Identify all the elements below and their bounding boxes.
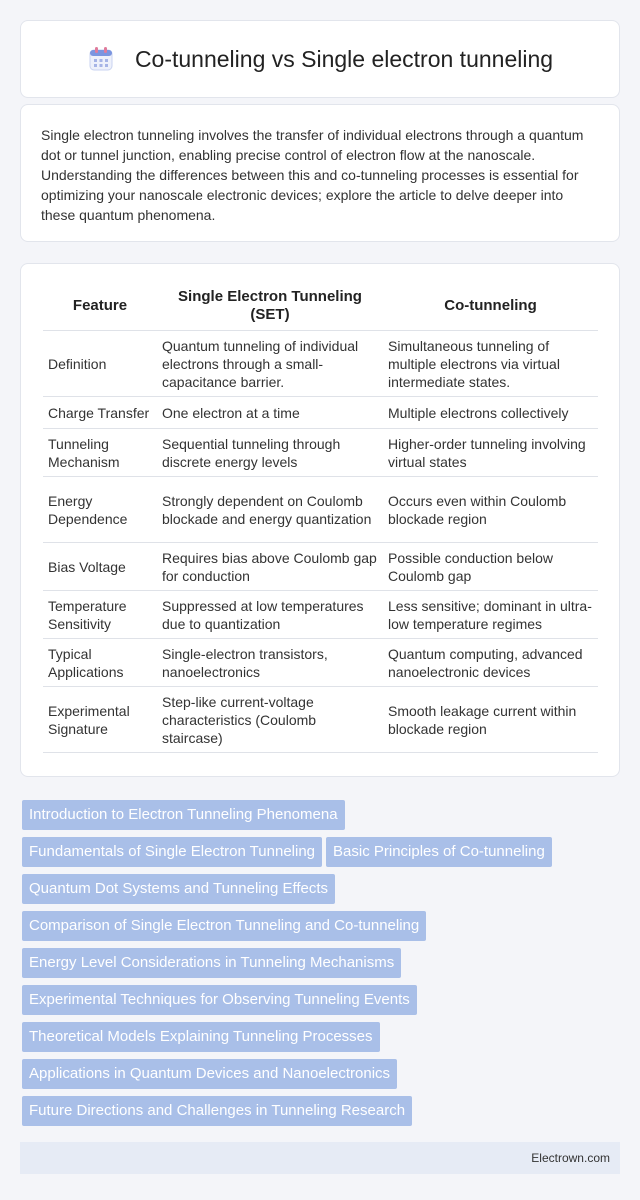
header-cotunneling: Co-tunneling <box>383 282 598 331</box>
topic-tag[interactable]: Experimental Techniques for Observing Tunneling Events <box>22 985 417 1015</box>
intro-text: Single electron tunneling involves the transfer of individual electrons through a quantum dot or tunnel junction, enabling precise control of electron flow at the nanoscale. Understanding the differences between this and co-tunneling processes is essential for optimizing your nanoscale electronic devices; explore the article to delve deeper into these quantum phenomena. <box>41 127 584 223</box>
cell-set: One electron at a time <box>157 397 383 429</box>
topic-tag[interactable]: Basic Principles of Co-tunneling <box>326 837 552 867</box>
topic-tags <box>22 800 622 1133</box>
cell-feature: Experimental Signature <box>43 687 157 753</box>
footer-text[interactable]: Electrown.com <box>531 1151 610 1165</box>
cell-feature: Temperature Sensitivity <box>43 591 157 639</box>
topic-tag[interactable]: Applications in Quantum Devices and Nanoelectronics <box>22 1059 397 1089</box>
topic-tag[interactable]: Quantum Dot Systems and Tunneling Effects <box>22 874 335 904</box>
topic-tag[interactable]: Future Directions and Challenges in Tunneling Research <box>22 1096 412 1126</box>
table-row <box>43 429 598 477</box>
cell-cotunneling: Less sensitive; dominant in ultra-low temperature regimes <box>383 591 598 639</box>
cell-feature: Bias Voltage <box>43 543 157 591</box>
comparison-table <box>43 282 598 753</box>
calendar-icon <box>87 45 115 73</box>
table-row <box>43 397 598 429</box>
cell-cotunneling: Smooth leakage current within blockade region <box>383 687 598 753</box>
cell-cotunneling: Quantum computing, advanced nanoelectronic devices <box>383 639 598 687</box>
cell-set: Quantum tunneling of individual electrons through a small-capacitance barrier. <box>157 331 383 397</box>
cell-cotunneling: Occurs even within Coulomb blockade region <box>383 477 598 543</box>
table-row <box>43 543 598 591</box>
cell-feature: Typical Applications <box>43 639 157 687</box>
header-card <box>20 20 620 98</box>
comparison-table-card <box>20 263 620 777</box>
cell-set: Suppressed at low temperatures due to quantization <box>157 591 383 639</box>
header-feature: Feature <box>43 282 157 331</box>
topic-tag[interactable]: Energy Level Considerations in Tunneling Mechanisms <box>22 948 401 978</box>
table-row <box>43 331 598 397</box>
cell-set: Strongly dependent on Coulomb blockade and energy quantization <box>157 477 383 543</box>
topic-tag[interactable]: Fundamentals of Single Electron Tunneling <box>22 837 322 867</box>
table-row <box>43 639 598 687</box>
cell-feature: Tunneling Mechanism <box>43 429 157 477</box>
topic-tag[interactable]: Introduction to Electron Tunneling Phenomena <box>22 800 345 830</box>
topic-tag[interactable]: Theoretical Models Explaining Tunneling Processes <box>22 1022 380 1052</box>
cell-set: Requires bias above Coulomb gap for conduction <box>157 543 383 591</box>
footer <box>20 1142 620 1174</box>
cell-cotunneling: Higher-order tunneling involving virtual states <box>383 429 598 477</box>
table-row <box>43 591 598 639</box>
table-row <box>43 477 598 543</box>
header-set: Single Electron Tunneling (SET) <box>157 282 383 331</box>
cell-cotunneling: Possible conduction below Coulomb gap <box>383 543 598 591</box>
cell-feature: Charge Transfer <box>43 397 157 429</box>
cell-set: Single-electron transistors, nanoelectronics <box>157 639 383 687</box>
cell-set: Sequential tunneling through discrete energy levels <box>157 429 383 477</box>
intro-card <box>20 104 620 242</box>
table-header-row <box>43 282 598 331</box>
cell-feature: Energy Dependence <box>43 477 157 543</box>
cell-feature: Definition <box>43 331 157 397</box>
cell-cotunneling: Multiple electrons collectively <box>383 397 598 429</box>
page-title: Co-tunneling vs Single electron tunneling <box>134 45 554 72</box>
topic-tag[interactable]: Comparison of Single Electron Tunneling and Co-tunneling <box>22 911 426 941</box>
cell-cotunneling: Simultaneous tunneling of multiple electrons via virtual intermediate states. <box>383 331 598 397</box>
table-row <box>43 687 598 753</box>
cell-set: Step-like current-voltage characteristics (Coulomb staircase) <box>157 687 383 753</box>
